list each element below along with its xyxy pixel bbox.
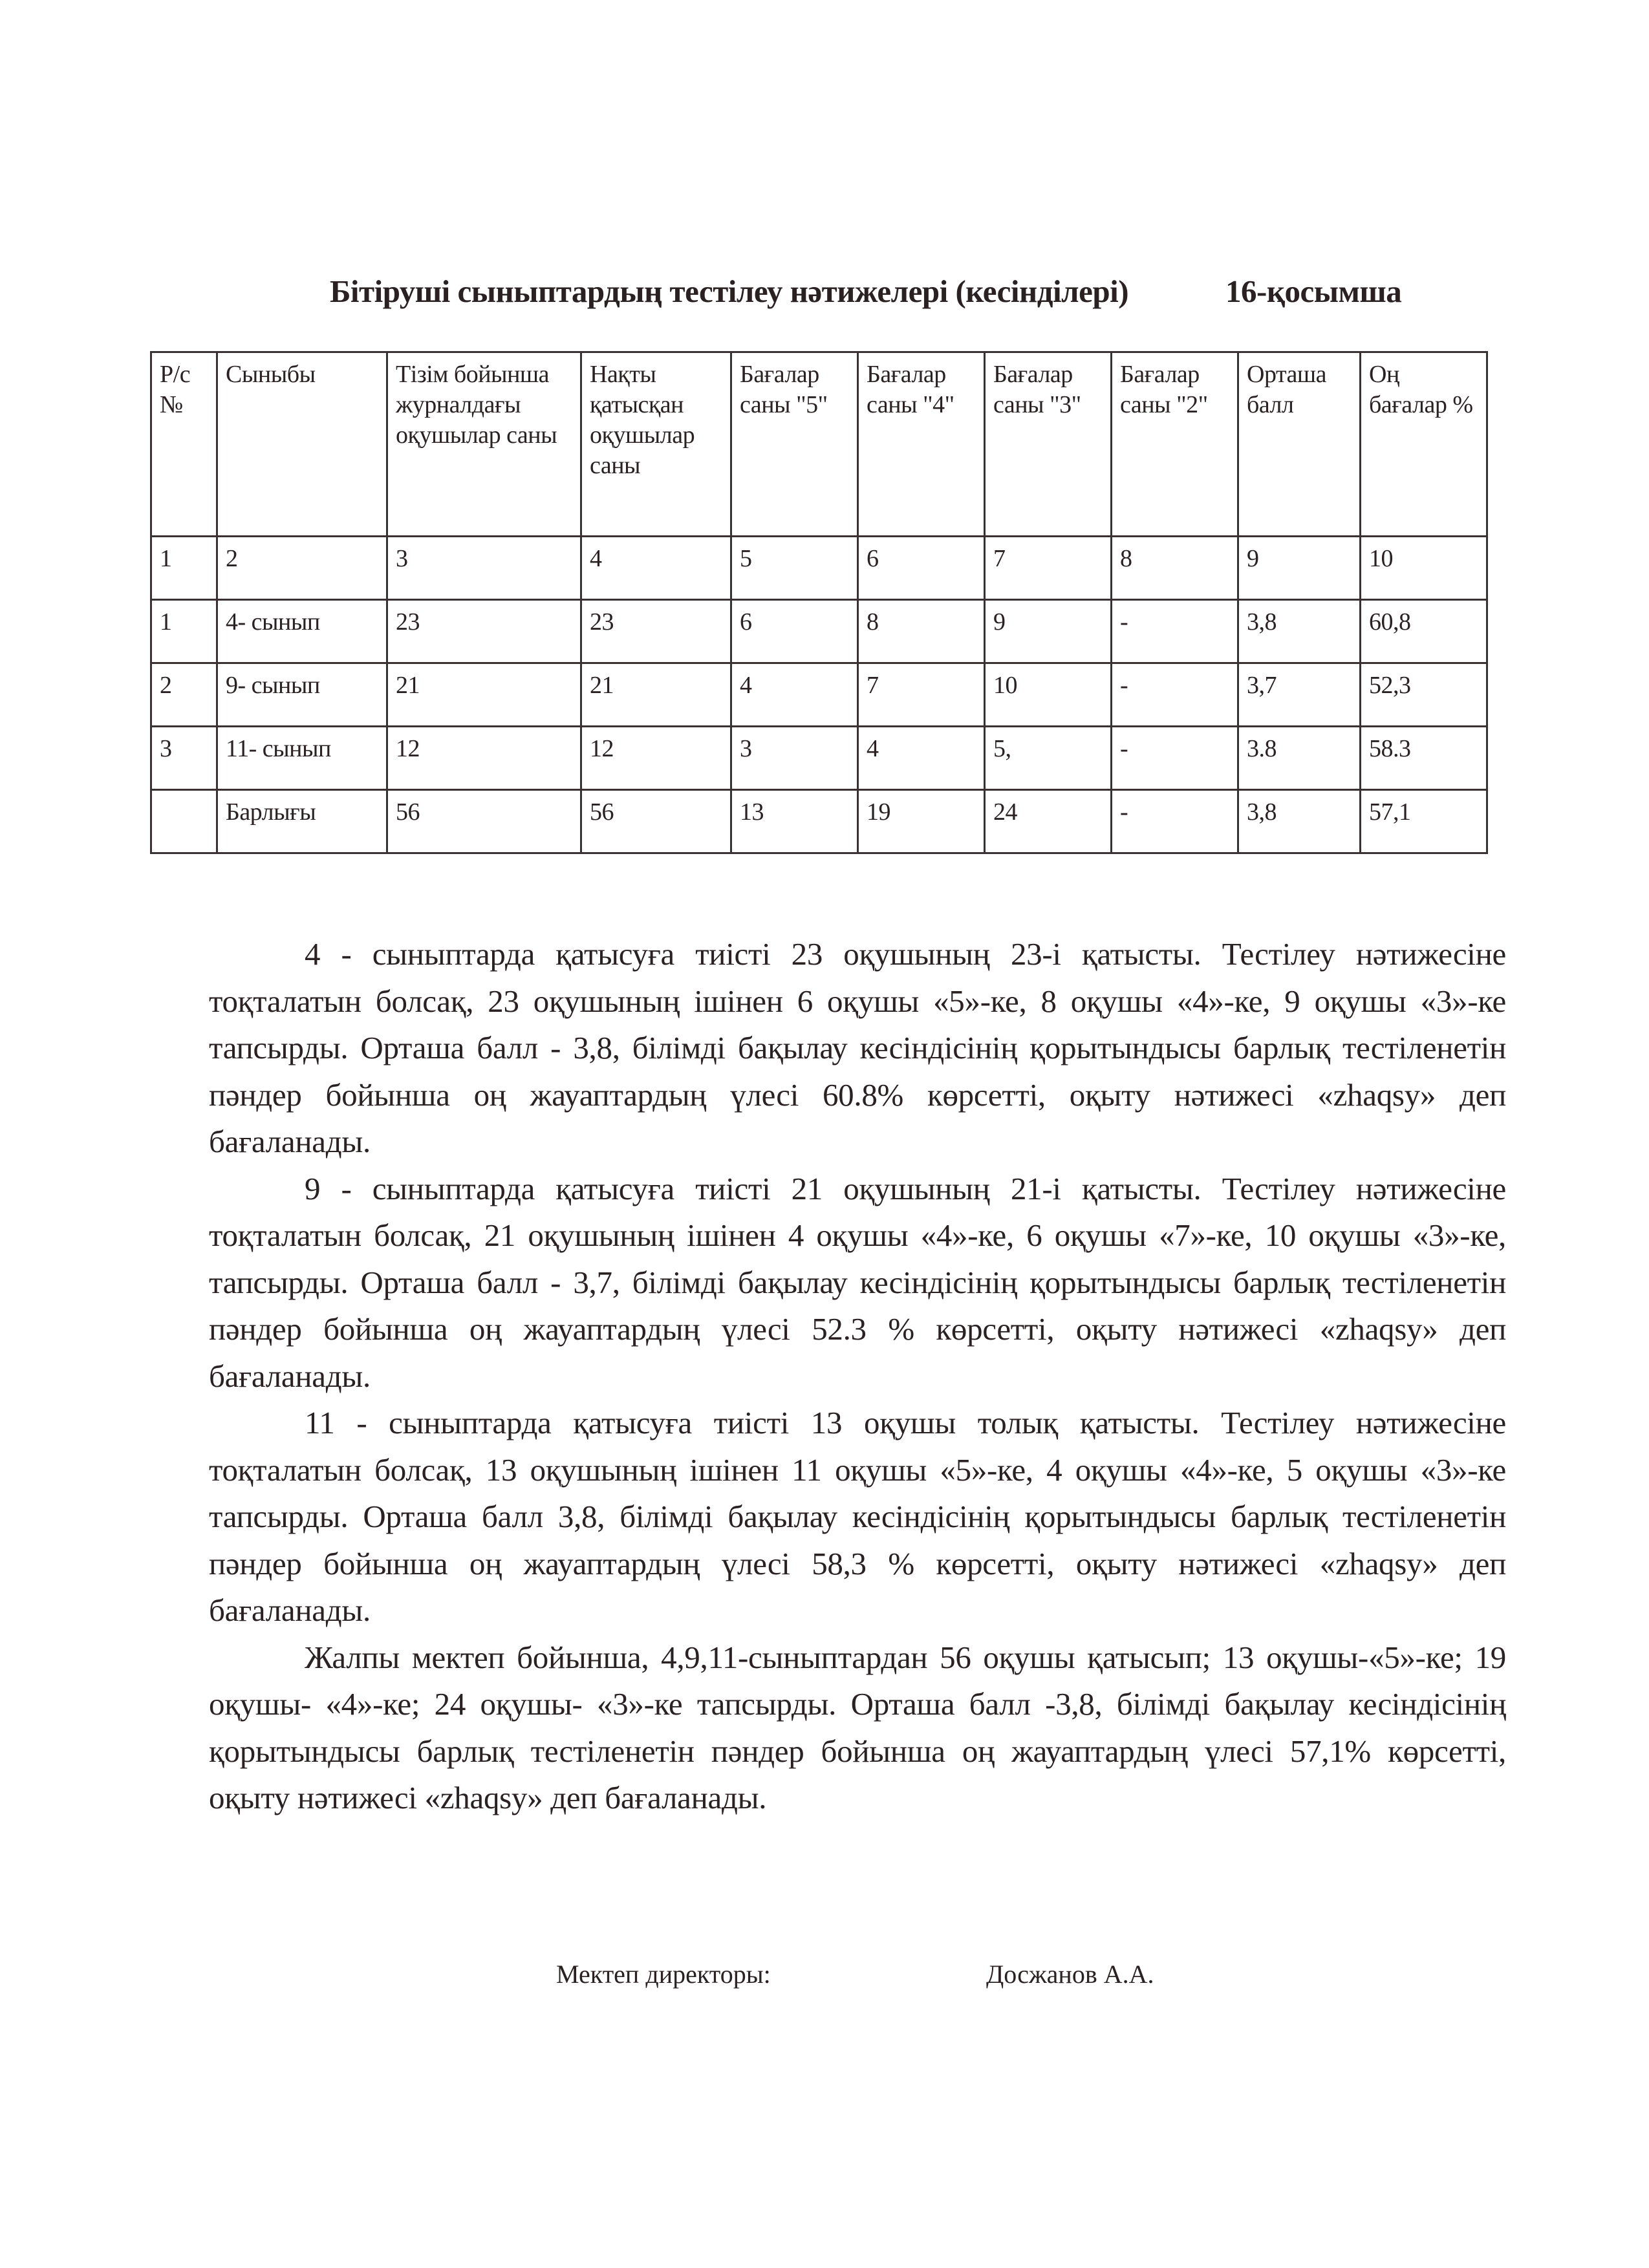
header-cell: Бағалар саны "5" [731, 352, 858, 537]
table-cell: 8 [858, 600, 985, 663]
paragraph-grade-11: 11 - сыныптарда қатысуға тиісті 13 оқушы толық қатысты. Тестілеу нәтижесіне тоқталатын болсақ, 13 оқушының ішінен 11 оқушы «5»-ке, 4 оқушы «4»-ке, 5 оқушы «3»-ке тапсырды. Орташа балл 3,8, білімді бақылау кесіндісінің қорытындысы барлық тестіленетін пәндер бойынша оң жауаптардың үлесі 58,3 % көрсетті, оқыту нәтижесі «zhaqsy» деп бағаланады. [209, 1405, 1506, 1628]
table-cell: 3 [731, 727, 858, 790]
table-cell: 11- сынып [217, 727, 387, 790]
table-cell: 60,8 [1361, 600, 1487, 663]
header-cell: Р/с № [151, 352, 217, 537]
header-cell: Орташа балл [1238, 352, 1361, 537]
table-cell: - [1112, 663, 1238, 727]
appendix-label: 16-қосымша [1225, 273, 1402, 309]
table-cell: 10 [985, 663, 1112, 727]
table-cell: 21 [581, 663, 731, 727]
table-cell: Барлығы [217, 790, 387, 853]
table-cell: 57,1 [1361, 790, 1487, 853]
table-cell: 7 [985, 537, 1112, 600]
table-cell: 5, [985, 727, 1112, 790]
table-cell: 4- сынып [217, 600, 387, 663]
table-cell: 2 [151, 663, 217, 727]
table-cell: 3 [387, 537, 581, 600]
header-cell: Оң бағалар % [1361, 352, 1487, 537]
table-cell: 1 [151, 537, 217, 600]
paragraph-grade-4: 4 - сыныптарда қатысуға тиісті 23 оқушының 23-і қатысты. Тестілеу нәтижесіне тоқталатын болсақ, 23 оқушының ішінен 6 оқушы «5»-ке, 8 оқушы «4»-ке, 9 оқушы «3»-ке тапсырды. Орташа балл - 3,8, білімді бақылау кесіндісінің қорытындысы барлық тестіленетін пәндер бойынша оң жауаптардың үлесі 60.8% көрсетті, оқыту нәтижесі «zhaqsy» деп бағаланады. [209, 936, 1506, 1159]
table-cell: 3,8 [1238, 600, 1361, 663]
table-cell: 3,8 [1238, 790, 1361, 853]
table-cell: - [1112, 790, 1238, 853]
table-cell: - [1112, 600, 1238, 663]
table-row [151, 727, 1487, 790]
table-cell: 5 [731, 537, 858, 600]
table-cell: 52,3 [1361, 663, 1487, 727]
table-cell: 23 [581, 600, 731, 663]
table-cell: 12 [581, 727, 731, 790]
table-cell: 4 [731, 663, 858, 727]
table-cell: 3.8 [1238, 727, 1361, 790]
table-cell: 10 [1361, 537, 1487, 600]
signature-name: Досжанов А.А. [986, 1960, 1154, 1989]
table-cell: 8 [1112, 537, 1238, 600]
table-row [151, 600, 1487, 663]
table-cell: 9- сынып [217, 663, 387, 727]
table-cell: 24 [985, 790, 1112, 853]
page-title [330, 273, 1429, 310]
table-row [151, 663, 1487, 727]
paragraph-school-summary: Жалпы мектеп бойынша, 4,9,11-сыныптардан 56 оқушы қатысып; 13 оқушы-«5»-ке; 19 оқушы- «4»-ке; 24 оқушы- «3»-ке тапсырды. Орташа балл -3,8, білімді бақылау кесіндісінің қорытындысы барлық тестіленетін пәндер бойынша оң жауаптардың үлесі 57,1% көрсетті, оқыту нәтижесі «zhaqsy» деп бағаланады. [209, 1639, 1506, 1815]
table-cell: 9 [1238, 537, 1361, 600]
table-cell: 3,7 [1238, 663, 1361, 727]
header-cell: Тізім бойынша журналдағы оқушылар саны [387, 352, 581, 537]
table-cell: 1 [151, 600, 217, 663]
table-total-row [151, 790, 1487, 853]
header-cell: Нақты қатысқан оқушылар саны [581, 352, 731, 537]
table-cell: - [1112, 727, 1238, 790]
table-cell: 9 [985, 600, 1112, 663]
table-cell: 56 [387, 790, 581, 853]
table-cell: 13 [731, 790, 858, 853]
header-cell: Бағалар саны "2" [1112, 352, 1238, 537]
table-cell: 12 [387, 727, 581, 790]
column-number-row [151, 537, 1487, 600]
table-cell: 4 [858, 727, 985, 790]
table-cell: 3 [151, 727, 217, 790]
header-cell: Бағалар саны "4" [858, 352, 985, 537]
header-cell: Бағалар саны "3" [985, 352, 1112, 537]
table-cell: 4 [581, 537, 731, 600]
report-body [209, 931, 1506, 1822]
table-cell: 7 [858, 663, 985, 727]
table-cell: 58.3 [1361, 727, 1487, 790]
table-header-row [151, 352, 1487, 537]
document-title: Бітіруші сыныптардың тестілеу нәтижелері (кесінділері) [330, 273, 1129, 309]
table-cell: 2 [217, 537, 387, 600]
table-cell: 23 [387, 600, 581, 663]
table-cell: 6 [731, 600, 858, 663]
header-cell: Сыныбы [217, 352, 387, 537]
table-cell: 6 [858, 537, 985, 600]
results-table [150, 351, 1488, 854]
signature-role: Мектеп директоры: [556, 1960, 771, 1989]
table-cell: 21 [387, 663, 581, 727]
paragraph-grade-9: 9 - сыныптарда қатысуға тиісті 21 оқушының 21-і қатысты. Тестілеу нәтижесіне тоқталатын болсақ, 21 оқушының ішінен 4 оқушы «4»-ке, 6 оқушы «7»-ке, 10 оқушы «3»-ке, тапсырды. Орташа балл - 3,7, білімді бақылау кесіндісінің қорытындысы барлық тестіленетін пәндер бойынша оң жауаптардың үлесі 52.3 % көрсетті, оқыту нәтижесі «zhaqsy» деп бағаланады. [209, 1170, 1506, 1394]
table-cell [151, 790, 217, 853]
table-cell: 56 [581, 790, 731, 853]
table-cell: 19 [858, 790, 985, 853]
